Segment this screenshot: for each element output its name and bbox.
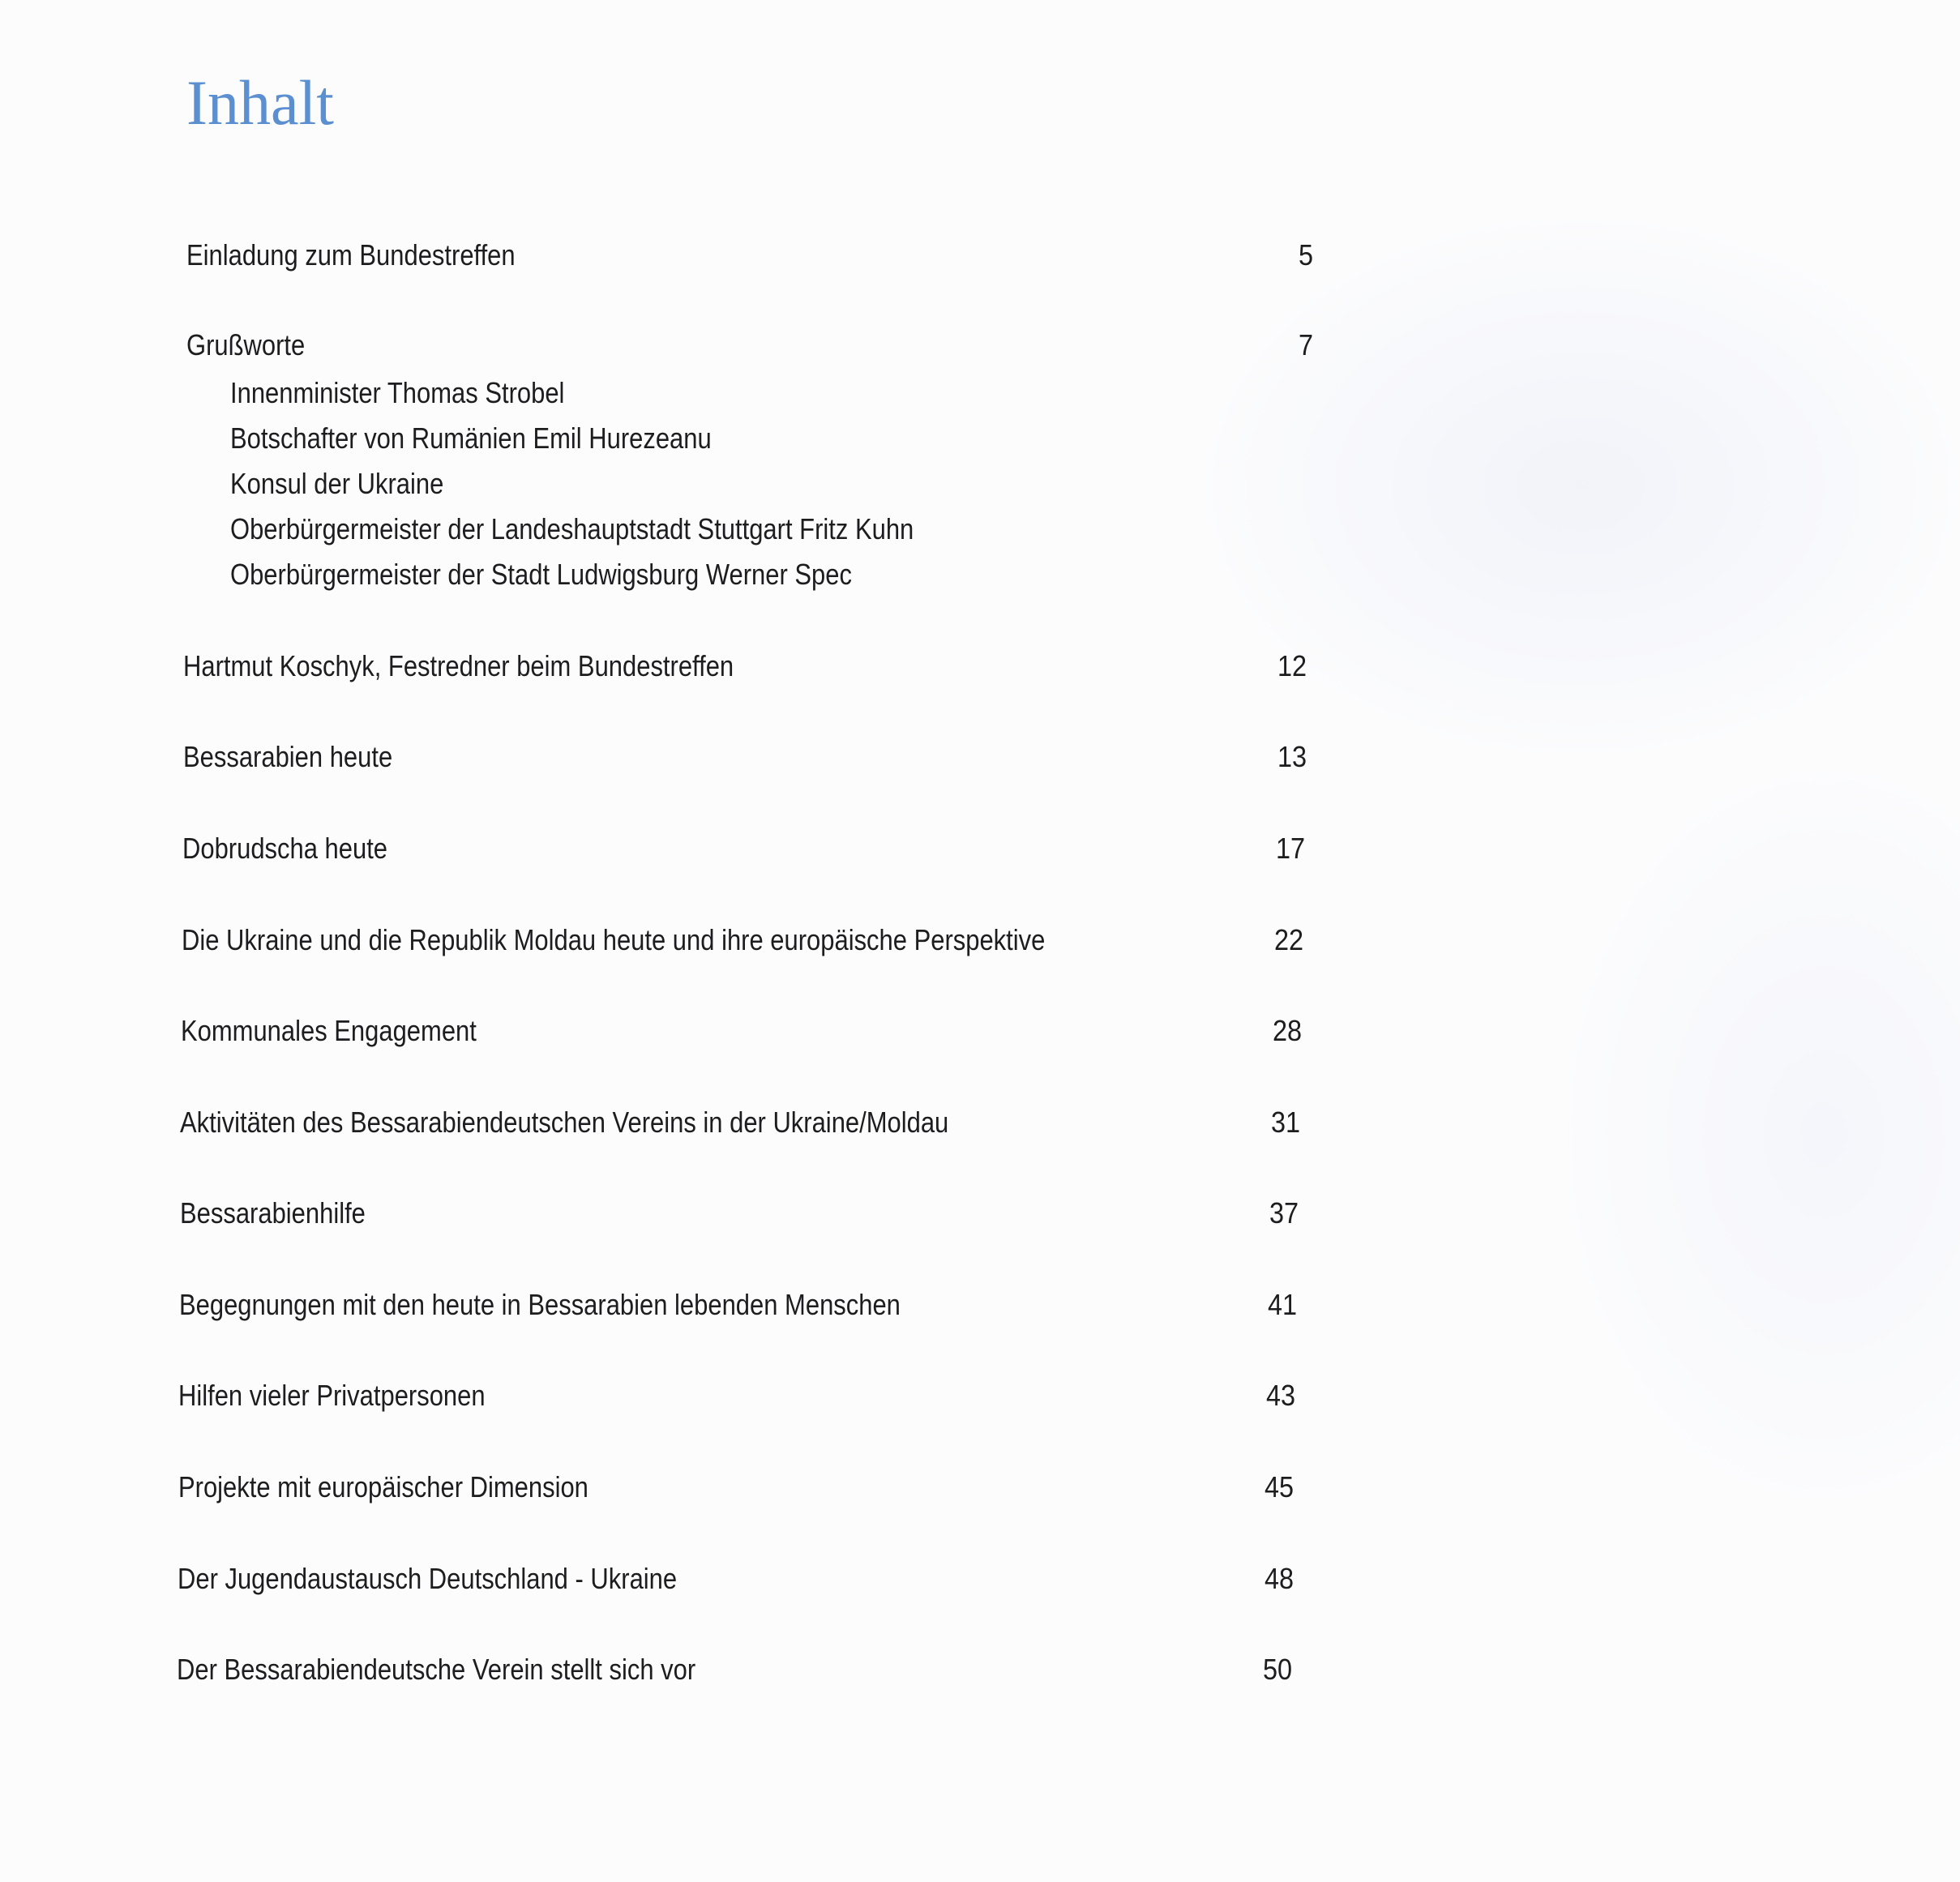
toc-entry-label: Begegnungen mit den heute in Bessarabien lebenden Menschen [179,1288,901,1321]
toc-entry-bessarabien-heute [0,733,1313,781]
toc-entry-label: Hartmut Koschyk, Festredner beim Bundestreffen [183,649,734,682]
toc-entry-label: Projekte mit europäischer Dimension [178,1470,588,1503]
toc-entry-page: 13 [1277,740,1307,773]
toc-entry-label: Die Ukraine und die Republik Moldau heute und ihre europäische Perspektive [182,923,1046,956]
toc-entry-label: Bessarabien heute [183,740,393,773]
toc-entry-label: Der Bessarabiendeutsche Verein stellt sich vor [177,1653,696,1686]
toc-entry-jugendaustausch [0,1555,1313,1603]
toc-subentry-label: Botschafter von Rumänien Emil Hurezeanu [230,421,712,455]
toc-entry-page: 43 [1265,1379,1295,1412]
toc-entry-page: 31 [1270,1106,1300,1139]
toc-entry-ukraine-moldau [0,916,1313,965]
toc-entry-page: 7 [1298,328,1313,361]
toc-entry-label: Kommunales Engagement [181,1014,477,1047]
toc-entry-page: 50 [1262,1653,1292,1686]
toc-entry-page: 22 [1273,923,1303,956]
toc-subentry-label: Innenminister Thomas Strobel [230,376,565,409]
toc-entry-page: 28 [1272,1014,1302,1047]
toc-entry-label: Der Jugendaustausch Deutschland - Ukraine [178,1562,678,1595]
toc-entry-verein [0,1645,1313,1694]
toc-entry-begegnungen [0,1281,1313,1329]
toc-subentry-label: Oberbürgermeister der Landeshauptstadt Stuttgart Fritz Kuhn [230,512,914,545]
toc-entry-label: Aktivitäten des Bessarabiendeutschen Vereins in der Ukraine/Moldau [180,1106,949,1139]
toc-entry-label: Dobrudscha heute [182,832,388,865]
toc-entry-page: 5 [1298,238,1313,272]
toc-entry-dobrudscha [0,824,1313,873]
toc-entry-projekte [0,1463,1313,1512]
toc-entry-grussworte [0,321,1313,370]
toc-entry-page: 48 [1264,1562,1294,1595]
page-title: Inhalt [186,67,334,138]
toc-entry-koschyk [0,642,1313,691]
toc-entry-aktivitaeten [0,1098,1313,1147]
toc-subentry-label: Oberbürgermeister der Stadt Ludwigsburg Werner Spec [230,558,852,591]
toc-entry-privatpersonen [0,1371,1313,1420]
toc-subentry-label: Konsul der Ukraine [230,467,444,500]
toc-entry-einladung [0,231,1313,280]
toc-entry-label: Einladung zum Bundestreffen [186,238,516,272]
toc-entry-label: Grußworte [186,328,306,361]
toc-entry-bessarabienhilfe [0,1189,1313,1238]
toc-entry-page: 12 [1277,649,1307,682]
toc-entry-page: 37 [1269,1196,1299,1230]
toc-entry-kommunales [0,1007,1313,1055]
toc-entry-label: Hilfen vieler Privatpersonen [178,1379,486,1412]
toc-entry-page: 45 [1264,1470,1294,1503]
toc-entry-page: 41 [1267,1288,1297,1321]
toc-entry-label: Bessarabienhilfe [180,1196,366,1230]
toc-entry-page: 17 [1275,832,1305,865]
